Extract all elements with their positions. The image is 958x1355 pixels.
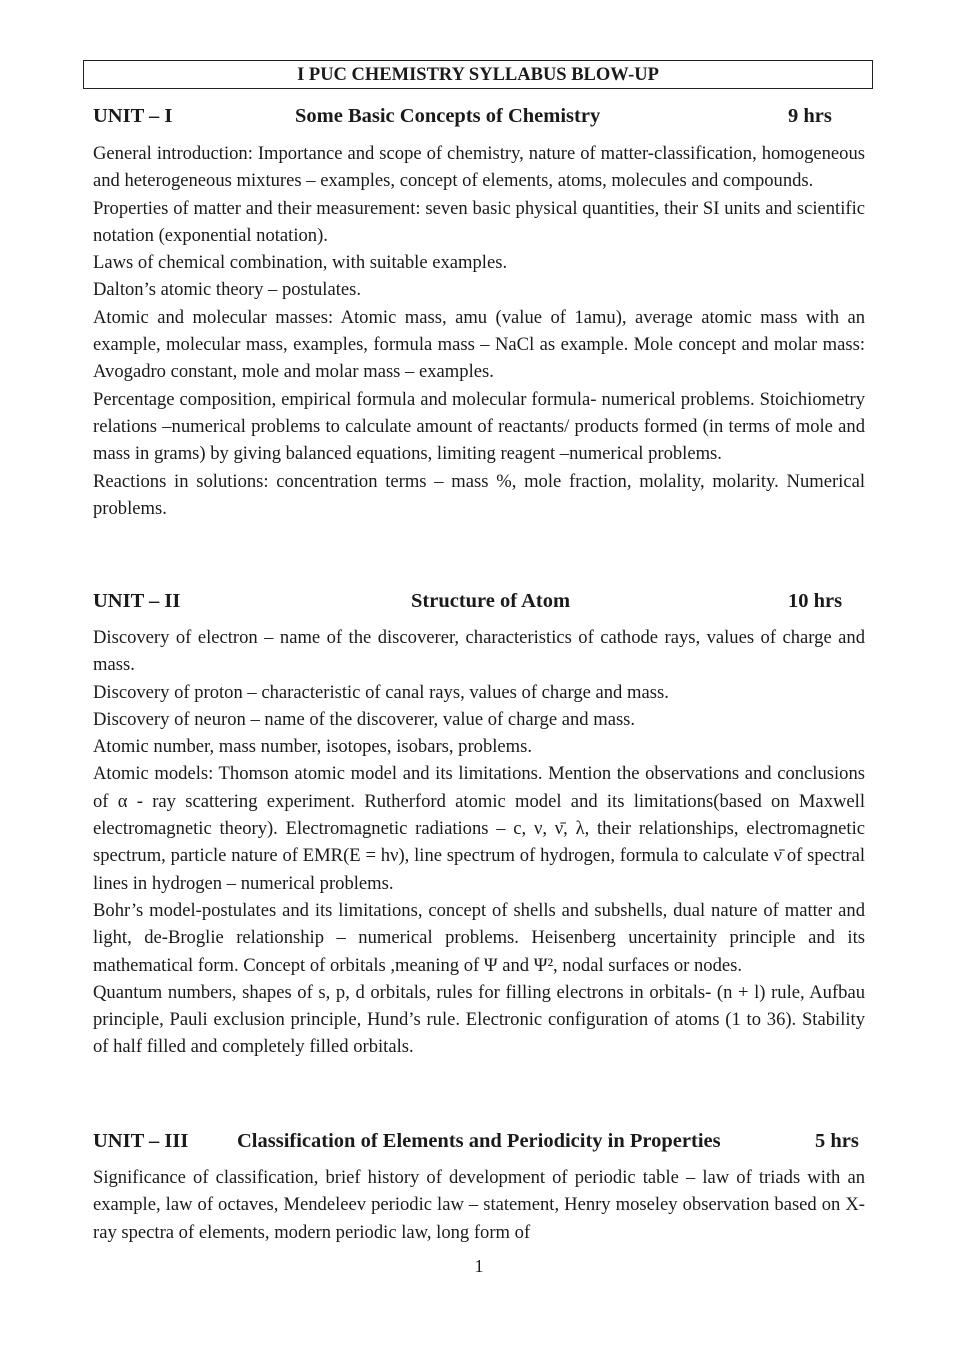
unit-1-name: Some Basic Concepts of Chemistry	[295, 105, 601, 127]
paragraph: Discovery of electron – name of the discoverer, characteristics of cathode rays, values of charge and mass.	[93, 627, 865, 676]
document-title: I PUC CHEMISTRY SYLLABUS BLOW-UP	[83, 60, 873, 89]
page-number: 1	[474, 1256, 484, 1276]
unit-3-heading	[93, 1127, 873, 1155]
unit-1-label: UNIT – I	[93, 105, 173, 127]
paragraph: Atomic and molecular masses: Atomic mass, amu (value of 1amu), average atomic mass with an example, molecular mass, examples, formula mass – NaCl as example. Mole concept and molar mass: Avogadro constant, mole and molar mass – examples.	[93, 306, 865, 383]
unit-2-name: Structure of Atom	[411, 590, 571, 612]
paragraph: Quantum numbers, shapes of s, p, d orbitals, rules for filling electrons in orbitals- (n + l) rule, Aufbau principle, Pauli exclusion principle, Hund’s rule. Electronic configuration of atoms (1 to 36). Stability of half filled and completely filled orbitals.	[93, 981, 865, 1058]
unit-3-hours: 5 hrs	[815, 1130, 859, 1152]
paragraph: Dalton’s atomic theory – postulates.	[93, 279, 362, 301]
paragraph: Properties of matter and their measurement: seven basic physical quantities, their SI units and scientific notation (exponential notation).	[93, 197, 865, 246]
unit-1-hours: 9 hrs	[788, 105, 832, 127]
paragraph: Atomic models: Thomson atomic model and its limitations. Mention the observations and conclusions of α - ray scattering experiment. Rutherford atomic model and its limitations(based on Maxwell electromagnetic theory). Electromagnetic radiations – c, ν, ν̄, λ, their relationships, electromagnetic spectrum, particle nature of EMR(E = hν), line spectrum of hydrogen, formula to calculate ν̄ of spectral lines in hydrogen – numerical problems.	[93, 763, 865, 894]
unit-2-hours: 10 hrs	[788, 590, 843, 612]
unit-2-heading	[93, 587, 873, 615]
unit-2-label: UNIT – II	[93, 590, 181, 612]
paragraph: General introduction: Importance and scope of chemistry, nature of matter-classification, homogeneous and heterogeneous mixtures – examples, concept of elements, atoms, molecules and compounds.	[93, 143, 865, 192]
paragraph: Discovery of proton – characteristic of canal rays, values of charge and mass.	[93, 681, 669, 703]
unit-3-label: UNIT – III	[93, 1130, 189, 1152]
unit-1-body	[93, 140, 865, 522]
paragraph: Percentage composition, empirical formula and molecular formula- numerical problems. Stoichiometry relations –numerical problems to calculate amount of reactants/ products formed (in terms of mole and mass in grams) by giving balanced equations, limiting reagent –numerical problems.	[93, 388, 865, 465]
paragraph: Significance of classification, brief history of development of periodic table – law of triads with an example, law of octaves, Mendeleev periodic law – statement, Henry moseley observation based on X- ray spectra of elements, modern periodic law, long form of	[93, 1167, 865, 1243]
unit-1-heading	[93, 102, 873, 130]
unit-3-body	[93, 1164, 865, 1246]
unit-3-name: Classification of Elements and Periodicity in Properties	[237, 1130, 721, 1152]
paragraph: Bohr’s model-postulates and its limitations, concept of shells and subshells, dual nature of matter and light, de-Broglie relationship – numerical problems. Heisenberg uncertainity principle and its mathematical form. Concept of orbitals ,meaning of Ψ and Ψ², nodal surfaces or nodes.	[93, 899, 865, 976]
paragraph: Laws of chemical combination, with suitable examples.	[93, 252, 508, 274]
unit-2-body	[93, 624, 865, 1061]
paragraph: Discovery of neuron – name of the discoverer, value of charge and mass.	[93, 708, 636, 730]
paragraph: Atomic number, mass number, isotopes, isobars, problems.	[93, 736, 533, 758]
paragraph: Reactions in solutions: concentration terms – mass %, mole fraction, molality, molarity. Numerical problems.	[93, 470, 865, 519]
